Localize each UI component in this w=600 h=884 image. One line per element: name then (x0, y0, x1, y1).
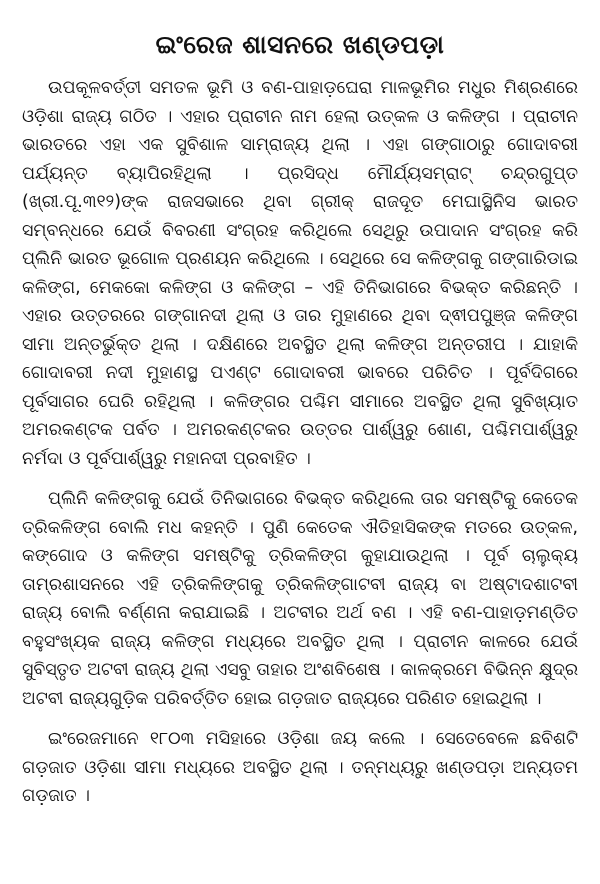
page-title: ଇଂରେଜ ଶାସନରେ ଖଣ୍ଡପଡ଼ା (155, 30, 445, 59)
paragraph-3: ଇଂରେଜମାନେ ୧୮୦୩ ମସିହାରେ ଓଡ଼ିଶା ଜୟ କଲେ । ସେତେବେଳେ ଛବିଶଟି ଗଡ଼ଜାତ ଓଡ଼ିଶା ସୀମା ମଧ୍ୟରେ ଅବସ୍ଥିତ ଥିଲା । ତନ୍ମଧ୍ୟରୁ ଖଣ୍ଡପଡ଼ା ଅନ୍ୟତମ ଗଡ଼ଜାତ । (22, 729, 578, 806)
paragraph-2: ପ୍ଲିନି କଳିଙ୍ଗକୁ ଯେଉଁ ତିନିଭାଗରେ ବିଭକ୍ତ କରିଥିଲେ ତାର ସମଷ୍ଟିକୁ କେତେକ ତ୍ରିକଳିଙ୍ଗ ବୋଲି ମଧ କହନ୍ତି । ପୁଣି କେତେକ ଐତିହାସିକଙ୍କ ମତରେ ଉତ୍କଳ, କଙ୍ଗୋଦ ଓ କଳିଙ୍ଗ ସମଷ୍ଟିକୁ ତ୍ରିକଳିଙ୍ଗ କୁହାଯାଉଥିଲା । ପୂର୍ବ ଚାଲୁକ୍ୟ ତାମ୍ରଶାସନରେ ଏହି ତ୍ରିକଳିଙ୍ଗକୁ ତ୍ରିକଳିଙ୍ଗାଟବୀ ରାଜ୍ୟ ବା ଅଷ୍ଟାଦଶାଟବୀ ରାଜ୍ୟ ବୋଲି ବର୍ଣ୍ଣନା କରାଯାଇଛି । ଅଟବୀର ଅର୍ଥ ବଣ । ଏହି ବଣ-ପାହାଡ଼ମଣ୍ଡିତ ବହୁସଂଖ୍ୟକ ରାଜ୍ୟ କଳିଙ୍ଗ ମଧ୍ୟରେ ଅବସ୍ଥିତ ଥିଲା । ପ୍ରାଚୀନ କାଳରେ ଯେଉଁ ସୁବିସ୍ତୃତ ଅଟବୀ ରାଜ୍ୟ ଥିଲା ଏସବୁ ତାହାର ଅଂଶବିଶେଷ । କାଳକ୍ରମେ ବିଭିନ୍ନ କ୍ଷୁଦ୍ର ଅଟବୀ ରାଜ୍ୟଗୁଡ଼ିକ ପରିବର୍ତ୍ତିତ ହୋଇ ଗଡ଼ଜାତ ରାଜ୍ୟରେ ପରିଣତ ହୋଇଥିଲା । (22, 489, 578, 709)
paragraph-1: ଉପକୂଳବର୍ତ୍ତୀ ସମତଳ ଭୂମି ଓ ବଣ-ପାହାଡ଼ଘେରା ମାଳଭୂମିର ମଧୁର ମିଶ୍ରଣରେ ଓଡ଼ିଶା ରାଜ୍ୟ ଗଠିତ । ଏହାର ପ୍ରାଚୀନ ନାମ ହେଲା ଉତ୍କଳ ଓ କଳିଙ୍ଗ । ପ୍ରାଚୀନ ଭାରତରେ ଏହା ଏକ ସୁବିଶାଳ ସାମ୍ରାଜ୍ୟ ଥିଲା । ଏହା ଗଙ୍ଗାଠାରୁ ଗୋଦାବରୀ ପର୍ଯ୍ୟନ୍ତ ବ୍ୟାପିରହିଥିଲା । ପ୍ରସିଦ୍ଧ ମୌର୍ଯ୍ୟସମ୍ରାଟ୍ ଚନ୍ଦ୍ରଗୁପ୍ତ (ଖ୍ରୀ.ପୂ.୩୧୨)ଙ୍କ ରାଜସଭାରେ ଥିବା ଗ୍ରୀକ୍ ରାଜଦୂତ ମେଘାସ୍ଥିନିସ ଭାରତ ସମ୍ବନ୍ଧରେ ଯେଉଁ ବିବରଣୀ ସଂଗ୍ରହ କରିଥିଲେ ସେଥିରୁ ଉପାଦାନ ସଂଗ୍ରହ କରି ପ୍ଲିନି ଭାରତ ଭୂଗୋଳ ପ୍ରଣୟନ କରିଥିଲେ । ସେଥିରେ ସେ କଳିଙ୍ଗକୁ ଗଙ୍ଗାରିଡାଇ କଳିଙ୍ଗ, ମେକକୋ କଳିଙ୍ଗ ଓ କଳିଙ୍ଗ – ଏହି ତିନିଭାଗରେ ବିଭକ୍ତ କରିଛନ୍ତି । ଏହାର ଉତ୍ତରରେ ଗଙ୍ଗାନଦୀ ଥିଲା ଓ ତାର ମୁହାଣରେ ଥିବା ଦ୍ଵୀପପୁଞ୍ଜ କଳିଙ୍ଗ ସୀମା ଅନ୍ତର୍ଭୁକ୍ତ ଥିଲା । ଦକ୍ଷିଣରେ ଅବସ୍ଥିତ ଥିଲା କଳିଙ୍ଗ ଅନ୍ତରୀପ । ଯାହାକି ଗୋଦାବରୀ ନଦୀ ମୁହାଣସ୍ଥ ପଏଣ୍ଟ ଗୋଦାବରୀ ଭାବରେ ପରିଚିତ । ପୂର୍ବଦିଗରେ ପୂର୍ବସାଗର ଘେରି ରହିଥିଲା । କଳିଙ୍ଗର ପଶ୍ଚିମ ସୀମାରେ ଅବସ୍ଥିତ ଥିଲା ସୁବିଖ୍ୟାତ ଅମରକଣ୍ଟକ ପର୍ବତ । ଅମରକଣ୍ଟକର ଉତ୍ତର ପାର୍ଶ୍ୱରୁ ଶୋଣ, ପଶ୍ଚିମପାର୍ଶ୍ୱରୁ ନର୍ମଦା ଓ ପୂର୍ବପାର୍ଶ୍ୱରୁ ମହାନଦୀ ପ୍ରବାହିତ । (22, 78, 578, 469)
